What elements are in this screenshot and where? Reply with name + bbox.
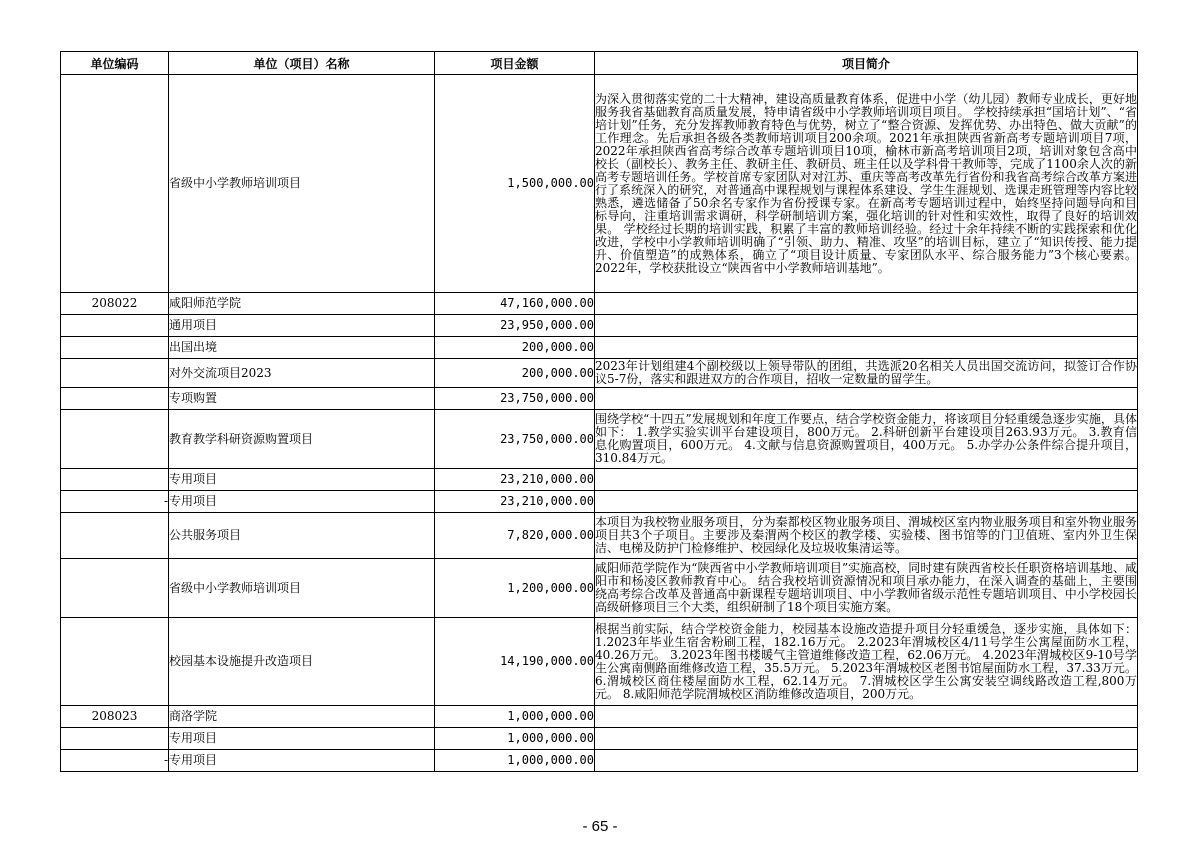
table-row xyxy=(61,750,1138,772)
project-amount: 23,750,000.00 xyxy=(435,410,595,469)
unit-name: 通用项目 xyxy=(169,315,435,337)
project-amount: 200,000.00 xyxy=(435,337,595,359)
header-amount: 项目金额 xyxy=(435,52,595,75)
unit-code: - xyxy=(61,491,169,513)
project-amount: 7,820,000.00 xyxy=(435,513,595,559)
table-row xyxy=(61,491,1138,513)
table-row xyxy=(61,293,1138,315)
project-amount: 1,000,000.00 xyxy=(435,728,595,750)
unit-code: - xyxy=(61,750,169,772)
unit-code xyxy=(61,388,169,410)
project-amount: 23,210,000.00 xyxy=(435,491,595,513)
header-intro: 项目简介 xyxy=(595,52,1138,75)
unit-code xyxy=(61,728,169,750)
unit-code: 208023 xyxy=(61,706,169,728)
project-amount: 47,160,000.00 xyxy=(435,293,595,315)
unit-name: 咸阳师范学院 xyxy=(169,293,435,315)
project-intro: 2023年计划组建4个副校级以上领导带队的团组，共选派20名相关人员出国交流访问，拟签订合作协议5-7份，落实和跟进双方的合作项目，招收一定数量的留学生。 xyxy=(595,359,1137,386)
table-row xyxy=(61,618,1138,706)
unit-name: 省级中小学教师培训项目 xyxy=(169,75,435,293)
project-amount: 200,000.00 xyxy=(435,359,595,388)
table-row xyxy=(61,706,1138,728)
project-intro xyxy=(595,469,1138,491)
unit-code xyxy=(61,337,169,359)
project-amount: 23,210,000.00 xyxy=(435,469,595,491)
project-intro: 为深入贯彻落实党的二十大精神，建设高质量教育体系，促进中小学（幼儿园）教师专业成长，更好地服务我省基础教育高质量发展，特申请省级中小学教师培训项目项目。 学校持续承担“国培计划”、“省培计划”任务，充分发挥教师教育特色与优势，树立了“整合资源、发挥优势、办出特色、做大贡献”的工作理念。先后承担各级各类教师培训项目200余项。2021年承担陕西省新高考专题培训项目7项，2022年承担陕西省高考综合改革专题培训项目10项，榆林市新高考培训项目2项，培训对象包含高中校长（副校长）、教务主任、教研主任、教研员、班主任以及学科骨干教师等，完成了1100余人次的新高考专题培训任务。学校首席专家团队对对江苏、重庆等高考改革先行省份和我省高考综合改革方案进行了系统深入的研究，对普通高中课程规划与课程体系建设、学生生涯规划、选课走班管理等内容比较熟悉，遴选储备了50余名专家作为省份授课专家。在新高考专题培训过程中，始终坚持问题导向和目标导向，注重培训需求调研，科学研制培训方案，强化培训的针对性和实效性，取得了良好的培训效果。 学校经过长期的培训实践，积累了丰富的教师培训经验。经过十余年持续不断的实践探索和优化改进，学校中小学教师培训明确了“引领、助力、精准、攻坚”的培训目标，建立了“知识传授、能力提升、价值塑造”的成熟体系，确立了“项目设计质量、专家团队水平、综合服务能力”3个核心要素。 2022年，学校获批设立“陕西省中小学教师培训基地”。 xyxy=(595,75,1138,293)
unit-name: 公共服务项目 xyxy=(169,513,435,559)
project-amount: 23,750,000.00 xyxy=(435,388,595,410)
unit-name: 对外交流项目2023 xyxy=(169,359,435,388)
table-row xyxy=(61,388,1138,410)
budget-table xyxy=(60,51,1138,772)
table-row xyxy=(61,410,1138,469)
table-row xyxy=(61,337,1138,359)
table-row xyxy=(61,359,1138,388)
unit-name: 专用项目 xyxy=(169,728,435,750)
unit-name: 省级中小学教师培训项目 xyxy=(169,559,435,618)
project-intro: 本项目为我校物业服务项目，分为秦都校区物业服务项目、渭城校区室内物业服务项目和室外物业服务项目共3个子项目。主要涉及秦渭两个校区的教学楼、实验楼、图书馆等的门卫值班、室内外卫生保洁、电梯及防护门检修维护、校园绿化及垃圾收集清运等。 xyxy=(595,513,1138,559)
project-intro xyxy=(595,293,1138,315)
unit-code xyxy=(61,359,169,388)
project-intro xyxy=(595,388,1138,410)
project-intro: 围绕学校“十四五”发展规划和年度工作要点，结合学校资金能力，将该项目分轻重缓急逐步实施，具体如下： 1.教学实验实训平台建设项目，800万元。 2.科研创新平台建设项目263.93万元。 3.教育信息化购置项目，600万元。 4.文献与信息资源购置项目，400万元。 5.办学办公条件综合提升项目，310.84万元。 xyxy=(595,410,1138,469)
table-row xyxy=(61,315,1138,337)
table-row xyxy=(61,75,1138,293)
table-row xyxy=(61,513,1138,559)
project-amount: 1,500,000.00 xyxy=(435,75,595,293)
unit-code xyxy=(61,315,169,337)
unit-name: 专项购置 xyxy=(169,388,435,410)
unit-code xyxy=(61,618,169,706)
project-intro xyxy=(595,728,1138,750)
unit-name: 教育教学科研资源购置项目 xyxy=(169,410,435,469)
unit-name: 专用项目 xyxy=(169,750,435,772)
unit-code xyxy=(61,469,169,491)
unit-code xyxy=(61,75,169,293)
unit-code xyxy=(61,410,169,469)
project-intro: 咸阳师范学院作为“陕西省中小学教师培训项目”实施高校，同时建有陕西省校长任职资格培训基地、咸阳市和杨凌区教师教育中心。 结合我校培训资源情况和项目承办能力，在深入调查的基础上，主要围绕高考综合改革及普通高中新课程专题培训项目、中小学教师省级示范性专题培训项目、中小学校园长高级研修项目三个大类，组织研制了18个项目实施方案。 xyxy=(595,559,1138,618)
table-row xyxy=(61,728,1138,750)
project-intro xyxy=(595,750,1138,772)
unit-code xyxy=(61,559,169,618)
unit-name: 专用项目 xyxy=(169,469,435,491)
unit-name: 出国出境 xyxy=(169,337,435,359)
project-amount: 1,000,000.00 xyxy=(435,750,595,772)
project-intro xyxy=(595,315,1138,337)
project-amount: 1,000,000.00 xyxy=(435,706,595,728)
project-amount: 23,950,000.00 xyxy=(435,315,595,337)
unit-code: 208022 xyxy=(61,293,169,315)
table-row xyxy=(61,469,1138,491)
unit-name: 专用项目 xyxy=(169,491,435,513)
project-intro xyxy=(595,491,1138,513)
unit-name: 商洛学院 xyxy=(169,706,435,728)
unit-name: 校园基本设施提升改造项目 xyxy=(169,618,435,706)
page-number: - 65 - xyxy=(582,818,618,835)
header-row xyxy=(61,52,1138,75)
project-amount: 14,190,000.00 xyxy=(435,618,595,706)
project-intro: 根据当前实际，结合学校资金能力，校园基本设施改造提升项目分轻重缓急，逐步实施，具体如下： 1.2023年毕业生宿舍粉刷工程，182.16万元。 2.2023年渭城校区4/11号学生公寓屋面防水工程，40.26万元。 3.2023年图书楼暖气主管道维修改造工程，62.06万元。 4.2023年渭城校区9-10号学生公寓南侧路面维修改造工程，35.5万元。 5.2023年渭城校区老图书馆屋面防水工程，37.33万元。 6.渭城校区商住楼屋面防水工程，62.14万元。 7.渭城校区学生公寓安装空调线路改造工程,800万元。 8.咸阳师范学院渭城校区消防维修改造项目，200万元。 xyxy=(595,618,1138,706)
project-intro xyxy=(595,337,1138,359)
unit-code xyxy=(61,513,169,559)
project-intro xyxy=(595,706,1138,728)
header-unit-code: 单位编码 xyxy=(61,52,169,75)
header-unit-name: 单位（项目）名称 xyxy=(169,52,435,75)
table-row xyxy=(61,559,1138,618)
project-amount: 1,200,000.00 xyxy=(435,559,595,618)
